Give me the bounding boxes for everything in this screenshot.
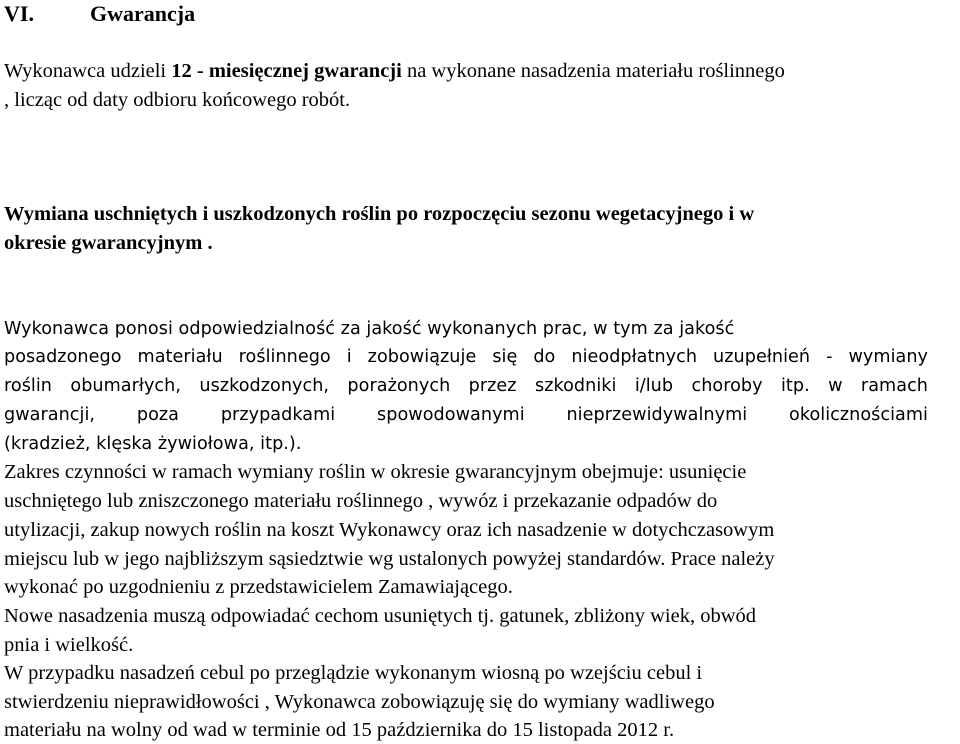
paragraph-liability-line-4: gwarancji, poza przypadkami spowodowanymi nieprzewidywalnymi okolicznościami (4, 405, 928, 425)
paragraph-scope-line-2: uschniętego lub zniszczonego materiału roślinnego , wywóz i przekazanie odpadów do (4, 490, 718, 512)
paragraph-new-plantings-line-1: Nowe nasadzenia muszą odpowiadać cechom usuniętych tj. gatunek, zbliżony wiek, obwód (4, 605, 757, 627)
paragraph-liability-line-2: posadzonego materiału roślinnego i zobowiązuje się do nieodpłatnych uzupełnień - wymiany (4, 347, 928, 367)
paragraph-warranty-line-2: , licząc od daty odbioru końcowego robót. (4, 89, 351, 111)
paragraph-liability-line-1: Wykonawca ponosi odpowiedzialność za jakość wykonanych prac, w tym za jakość (4, 319, 735, 339)
section-title: Gwarancja (90, 1, 196, 26)
text-run: Wykonawca udzieli (4, 60, 172, 82)
bold-text: Wymiana uschniętych i uszkodzonych roślin po rozpoczęciu sezonu wegetacyjnego i w (4, 203, 755, 225)
paragraph-scope-line-1: Zakres czynności w ramach wymiany roślin w okresie gwarancyjnym obejmuje: usunięcie (4, 461, 747, 483)
paragraph-bulbs-line-3: materiału na wolny od wad w terminie od 15 października do 15 listopada 2012 r. (4, 719, 675, 741)
paragraph-liability-line-5: (kradzież, klęska żywiołowa, itp.). (4, 434, 302, 454)
text-run: na wykonane nasadzenia materiału roślinnego (401, 60, 785, 82)
paragraph-bulbs-line-1: W przypadku nasadzeń cebul po przeglądzie wykonanym wiosną po wzejściu cebul i (4, 662, 703, 684)
paragraph-scope-line-3: utylizacji, zakup nowych roślin na koszt Wykonawcy oraz ich nasadzenie w dotychczasowym (4, 519, 775, 541)
paragraph-new-plantings-line-2: pnia i wielkość. (4, 634, 134, 656)
paragraph-liability-line-3: roślin obumarłych, uszkodzonych, porażonych przez szkodniki i/lub choroby itp. w ramach (4, 376, 928, 396)
paragraph-scope-line-4: miejscu lub w jego najbliższym sąsiedztwie wg ustalonych powyżej standardów. Prace należy (4, 548, 775, 570)
paragraph-replacement-heading-line-1 (4, 200, 754, 228)
paragraph-bulbs-line-2: stwierdzeniu nieprawidłowości , Wykonawca zobowiązuję się do wymiany wadliwego (4, 691, 715, 713)
warranty-period-bold: 12 - miesięcznej gwarancji (171, 60, 402, 82)
section-heading (4, 0, 195, 28)
paragraph-scope-line-5: wykonać po uzgodnieniu z przedstawicielem Zamawiającego. (4, 576, 513, 598)
paragraph-replacement-heading-line-2 (4, 229, 213, 257)
section-number: VI. (4, 1, 34, 26)
paragraph-warranty-line-1 (4, 57, 785, 85)
bold-text: okresie gwarancyjnym . (4, 232, 213, 254)
